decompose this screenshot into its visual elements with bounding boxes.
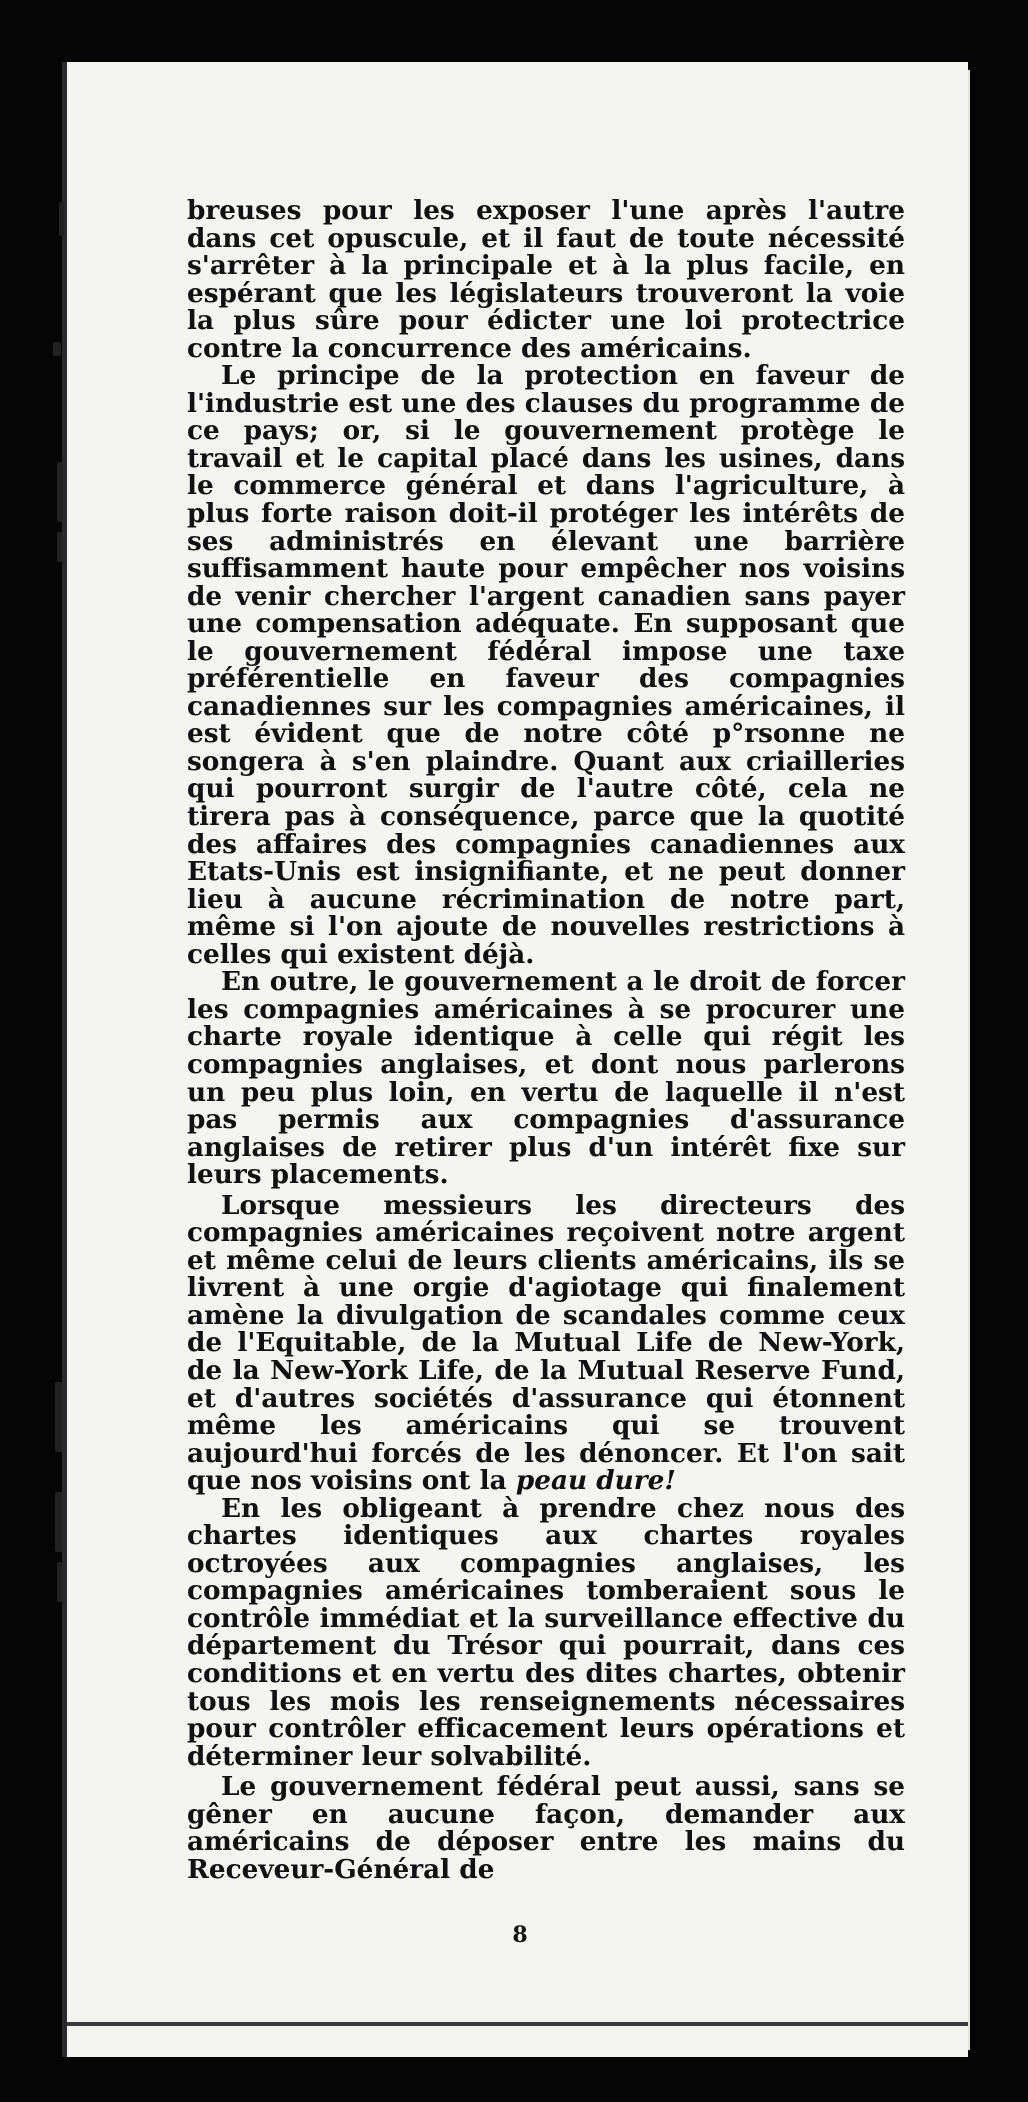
paragraph: En les obligeant à prendre chez nous des chartes identiques aux chartes royales octroyées aux compagnies anglaises, les compagnies américaines tomberaient sous le contrôle immédiat et la surveillance effective du département du Trésor qui pourrait, dans ces conditions et en vertu des dites chartes, obtenir tous les mois les renseignements nécessaires pour contrôler efficacement leurs opérations et déterminer leur solvabilité. — [187, 1492, 905, 1772]
italic-phrase: peau dure! — [515, 1465, 676, 1497]
binding-mark — [59, 202, 64, 236]
binding-mark — [55, 1492, 62, 1552]
binding-mark — [57, 1562, 62, 1602]
page-number: 8 — [512, 1922, 528, 1948]
body-text — [187, 197, 905, 1883]
paragraph: breuses pour les exposer l'une après l'autre dans cet opuscule, et il faut de toute nécessité s'arrêter à la principale et à la plus facile, en espérant que les législateurs trouveront la voie la plus sûre pour édicter une loi protectrice contre la concurrence des américains. — [187, 195, 905, 364]
book-page — [62, 62, 968, 2057]
paragraph: Le principe de la protection en faveur de l'industrie est une des clauses du programme de ce pays; or, si le gouvernement protège le travail et le capital placé dans les usines, dans le commerce général et dans l'agriculture, à plus forte raison doit-il protéger les intérêts de ses administrés en élevant une barrière suffisamment haute pour empêcher nos voisins de venir chercher l'argent canadien sans payer une compensation adéquate. En supposant que le gouvernement fédéral impose une taxe préférentielle en faveur des compagnies canadiennes sur les compagnies américaines, il est évident que de notre côté p°rsonne ne songera à s'en plaindre. Quant aux criailleries qui pourront surgir de l'autre côté, cela ne tirera pas à conséquence, parce que la quotité des affaires des compagnies canadiennes aux Etats-Unis est insignifiante, et ne peut donner lieu à aucune récrimination de notre part, même si l'on ajoute de nouvelles restrictions à celles qui existent déjà. — [187, 360, 905, 970]
page-bottom-edge — [67, 2022, 968, 2026]
paragraph: Lorsque messieurs les directeurs des compagnies américaines reçoivent notre argent et même celui de leurs clients américains, ils se livrent à une orgie d'agiotage qui finalement amène la divulgation de scandales comme ceux de l'Equitable, de la Mutual Life de New-York, de la New-York Life, de la Mutual Reserve Fund, et d'autres sociétés d'assurance qui étonnent même les américains qui se trouvent aujourd'hui forcés de les dénoncer. Et l'on sait que nos voisins ont la peau dure! — [187, 1189, 905, 1497]
binding-mark — [57, 462, 63, 522]
binding-mark — [55, 1382, 62, 1452]
paragraph: Le gouvernement fédéral peut aussi, sans se gêner en aucune façon, demander aux américains de déposer entre les mains du Receveur-Général de — [187, 1771, 905, 1885]
binding-mark — [53, 342, 61, 356]
paragraph: En outre, le gouvernement a le droit de forcer les compagnies américaines à se procurer une charte royale identique à celle qui régit les compagnies anglaises, et dont nous parlerons un peu plus loin, en vertu de laquelle il n'est pas permis aux compagnies d'assurance anglaises de retirer plus d'un intérêt fixe sur leurs placements. — [187, 966, 905, 1191]
binding-mark — [57, 532, 62, 562]
